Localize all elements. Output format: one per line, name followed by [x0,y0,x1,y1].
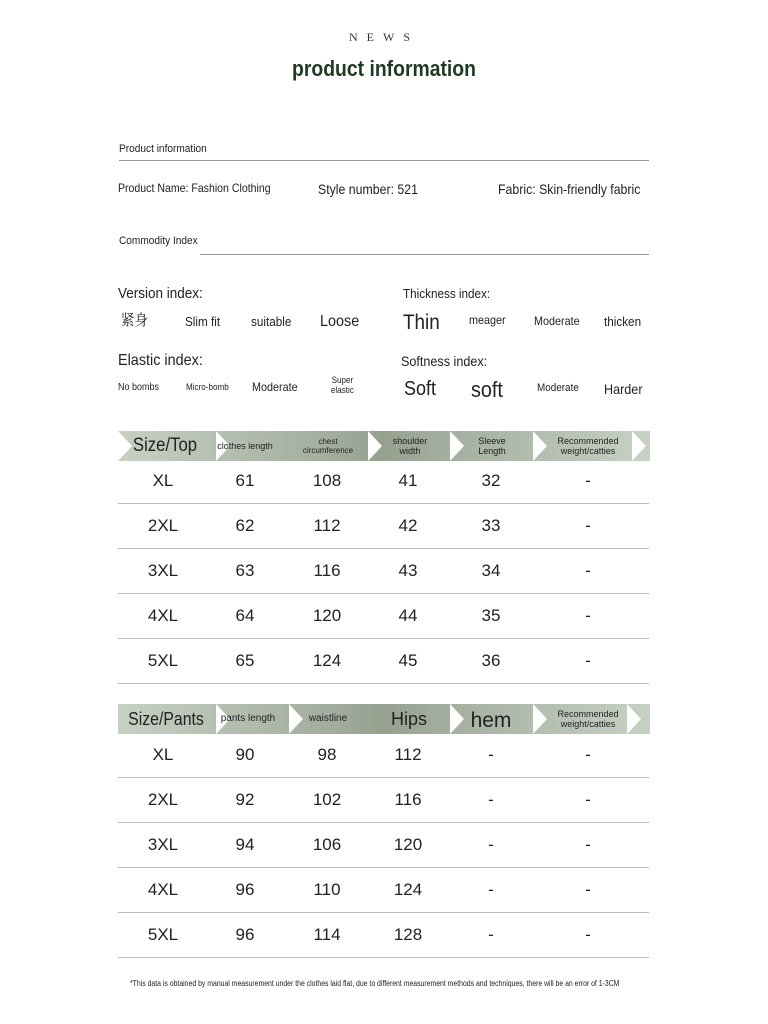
header-recommended-weight: Recommended weight/catties [557,435,619,456]
cell-shoulder: 43 [398,561,418,580]
softness-option: Soft [404,378,437,400]
cell-hem: - [488,880,494,899]
divider-commodity-index [200,254,649,255]
cell-clothes-length: 61 [235,471,255,490]
cell-chest: 112 [313,516,341,535]
cell-weight: - [585,790,591,809]
product-info-section-label: Product information [119,143,207,155]
cell-hips: 116 [394,790,422,809]
cell-clothes-length: 63 [235,561,255,580]
elastic-option: Moderate [252,380,298,394]
table-row [118,504,649,549]
cell-size: 2XL [147,790,179,809]
cell-size: XL [152,471,174,490]
header-shoulder-width: shoulder width [392,435,428,456]
cell-pants-length: 90 [235,745,255,764]
elastic-option: No bombs [118,382,160,393]
thickness-option: thicken [604,314,642,329]
thickness-option: Thin [403,311,440,334]
cell-waistline: 114 [313,925,341,944]
table-row [118,594,649,639]
commodity-index-section-label: Commodity Index [119,235,198,247]
cell-waistline: 98 [317,745,337,764]
cell-size: 2XL [147,516,179,535]
cell-size: 5XL [147,925,179,944]
elastic-option: Micro-bomb [186,382,229,392]
version-index-title: Version index: [118,285,203,302]
cell-weight: - [585,516,591,535]
cell-weight: - [585,606,591,625]
cell-sleeve: 36 [481,651,501,670]
cell-clothes-length: 65 [235,651,255,670]
cell-chest: 124 [312,651,342,670]
cell-weight: - [585,561,591,580]
cell-size: XL [152,745,174,764]
header-size-top: Size/Top [132,435,198,457]
cell-hem: - [488,745,494,764]
cell-hem: - [488,790,494,809]
thickness-index-title: Thickness index: [403,286,491,301]
softness-option: Moderate [537,382,579,394]
cell-pants-length: 92 [235,790,255,809]
cell-weight: - [585,471,591,490]
cell-hips: 120 [393,835,423,854]
table-row [118,549,649,594]
table-row [118,639,649,684]
header-sleeve-length: Sleeve Length [478,435,506,456]
measurement-footnote: *This data is obtained by manual measurement under the clothes laid flat, due to different measurement methods and techniques, there will be an error of 1-3CM [130,979,620,988]
cell-weight: - [585,925,591,944]
cell-hips: 112 [394,745,422,764]
header-recommended-weight: Recommended weight/catties [557,708,619,729]
version-option: suitable [251,314,292,329]
cell-hips: 124 [393,880,423,899]
cell-size: 4XL [147,606,179,625]
cell-chest: 108 [312,471,342,490]
cell-shoulder: 42 [398,516,418,535]
top-table-header [118,431,650,461]
cell-size: 5XL [147,651,179,670]
cell-weight: - [585,880,591,899]
cell-waistline: 102 [312,790,342,809]
page-title: product information [292,56,476,81]
table-row [118,459,649,504]
cell-sleeve: 34 [481,561,501,580]
news-label: NEWS [349,30,419,44]
table-row [118,778,649,823]
cell-clothes-length: 62 [235,516,255,535]
cell-weight: - [585,651,591,670]
header-chest-circumference: chest circumference [302,436,354,455]
cell-chest: 120 [312,606,342,625]
cell-weight: - [585,745,591,764]
version-option: Loose [320,313,360,330]
header-hem: hem [470,708,512,732]
divider-product-info [119,160,649,161]
version-option: 紧身 [121,312,149,329]
cell-shoulder: 45 [398,651,418,670]
softness-index-title: Softness index: [401,353,488,369]
softness-option: Harder [604,381,643,397]
cell-size: 3XL [147,561,179,580]
cell-size: 4XL [147,880,179,899]
pants-table-header [118,704,650,734]
header-hips: Hips [390,708,427,729]
softness-option: soft [471,377,503,402]
cell-waistline: 110 [313,880,341,899]
cell-sleeve: 32 [481,471,501,490]
table-row [118,823,649,868]
cell-waistline: 106 [312,835,342,854]
cell-shoulder: 41 [398,471,418,490]
thickness-option: Moderate [534,314,580,328]
table-row [118,868,649,913]
version-option: Slim fit [185,314,221,329]
fabric: Fabric: Skin-friendly fabric [498,181,641,197]
cell-pants-length: 94 [235,835,255,854]
cell-pants-length: 96 [235,925,255,944]
cell-sleeve: 35 [481,606,501,625]
cell-weight: - [585,835,591,854]
elastic-index-title: Elastic index: [118,352,203,369]
table-row [118,733,649,778]
header-waistline: waistline [308,713,348,725]
header-pants-length: pants length [220,713,276,725]
thickness-option: meager [469,313,506,327]
cell-size: 3XL [147,835,179,854]
cell-pants-length: 96 [235,880,255,899]
style-number: Style number: 521 [318,181,418,197]
cell-shoulder: 44 [398,606,418,625]
cell-hem: - [488,925,494,944]
cell-chest: 116 [313,561,341,580]
cell-hem: - [488,835,494,854]
product-name: Product Name: Fashion Clothing [118,181,271,195]
cell-clothes-length: 64 [235,606,255,625]
cell-hips: 128 [393,925,423,944]
table-row [118,913,649,958]
cell-sleeve: 33 [481,516,501,535]
elastic-option: Super elastic [330,375,354,396]
header-size-pants: Size/Pants [128,708,204,729]
header-clothes-length: clothes length [217,440,273,451]
